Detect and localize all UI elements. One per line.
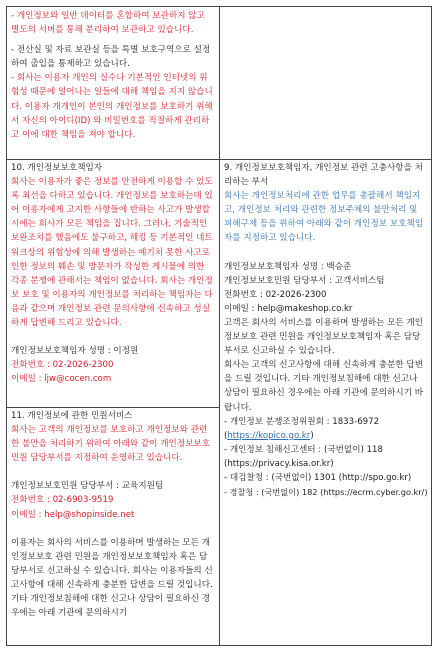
section-10-body: 회사는 이용자가 좋은 정보를 안전하게 이용할 수 있도록 최선을 다하고 있습니다. 개인정보를 보호하는데 있어 이용자에게 고지한 사항들에 반하는 사고가 발생할 시에는 회사가 모든 책임을 집니다. 그러나, 기술적인 보완조치를 했음에도 불구하고, 해킹 등 기본적인 네트워크상의 위험성에 의해 발생하는 예기치 못한 사고로 인한 정보의 훼손 및 방문자가 작성한 게시물에 의한 각종 분쟁에 관해서는 책임이 없습니다. 회사는 개인정보 보호 및 이용자의 개인정보를 처리하는 책임자는 다음과 같으며 개인정보 관련 문의사항에 신속하고 성실하게 답변해 드리고 있습니다.: [11, 177, 213, 329]
user-responsibility-text: - 회사는 이용자 개인의 실수나 기본적인 인터넷의 위험성 때문에 일어나는 일들에 대해 책임을 지지 않습니다. 이용자 개개인이 본인의 개인정보를 보호하기 위해서 자신의 아이디(ID) 와 비밀번호를 적절하게 관리하고 이에 대한 책임을 져야 합니다.: [11, 73, 213, 140]
officer-name-text: 개인정보보호책임자 성명 : 백승준: [224, 261, 352, 272]
officer-name-row: [224, 260, 428, 274]
left-top-cell: [7, 9, 219, 159]
left-divider-2: [7, 407, 219, 408]
left-bottom-cell: [7, 409, 219, 645]
org2-label: - 개인정보 침해신고센터 : (국번없이) 118: [224, 444, 383, 455]
section-9-blue-body: 회사는 개인정보처리에 관한 업무를 총괄해서 책임지고, 개인정보 처리와 관련한 정보주체의 불만처리 및 피해구제 등을 위하여 아래와 같이 개인정보 보호책임자를 지정하고 있습니다.: [224, 191, 424, 244]
right-cell: [220, 161, 432, 641]
officer-phone-row: 전화번호 : 02-2026-2300: [224, 289, 327, 300]
section-11-body: 회사는 고객의 개인정보를 보호하고 개인정보와 관련한 불만을 처리하기 위하여 아래와 같이 개인정보보호민원 담당부서를 지정하여 운영하고 있습니다.: [11, 425, 211, 464]
privacy-officer-name: 개인정보보호책임자 성명 : 이정원: [11, 346, 139, 357]
org3-row[interactable]: - 대검찰청 : (국번없이) 1301 (http://spo.go.kr): [224, 472, 412, 483]
complaint-dept-row: 개인정보보호민원 담당부서 : 교육지원팀: [11, 481, 164, 492]
policy-table: [6, 6, 432, 646]
separate-storage-text: - 개인정보와 일반 데이터를 혼합하여 보관하지 않고 별도의 서버를 통해 분리하여 보관하고 있습니다.: [11, 11, 205, 36]
org1-label: - 개인정보 분쟁조정위원회 : 1833-6972: [224, 416, 380, 427]
officer-email-row[interactable]: 이메일 : help@makeshop.co.kr: [224, 303, 353, 314]
right-divider: [220, 159, 432, 160]
complaint-tail-text: 이용자는 회사의 서비스를 이용하며 발생하는 모든 개인정보보호 관련 민원을 개인정보보호책임자 혹은 담당부서로 신고하실 수 있습니다. 회사는 이용자들의 신고사항에 대해 신속하게 충분한 답변을 드릴 것입니다. 기타 개인정보침해에 대한 신고나 상담이 필요하신 경우에는 아래 기관에 문의하시기: [11, 537, 213, 619]
officer-dept-row: 개인정보보호민원 담당부서 : 고객서비스팀: [224, 275, 385, 286]
org1-link-row: (https://kopico.go.kr): [224, 430, 314, 441]
left-middle-cell: [7, 161, 219, 401]
left-divider-1: [7, 159, 219, 160]
complaint-email-row[interactable]: 이메일 : help@shopinside.net: [11, 509, 135, 520]
complaint-phone-row: 전화번호 : 02-6903-9519: [11, 495, 114, 506]
restricted-area-text: - 전산실 및 자료 보관실 등을 특별 보호구역으로 설정하여 출입을 통제하고 있습니다.: [11, 45, 211, 70]
org1-link[interactable]: https://kopico.go.kr: [227, 430, 311, 441]
privacy-officer-email[interactable]: 이메일 : ljw@cocen.com: [11, 374, 112, 385]
section-9-heading: 9. 개인정보보호책임자, 개인정보 관련 고충사항을 처리하는 부서: [224, 163, 423, 188]
org2-link[interactable]: (https://privacy.kisa.or.kr): [224, 458, 334, 469]
org4-row[interactable]: - 경찰청 : (국번없이) 182 (https://ecrm.cyber.go.kr/): [224, 487, 428, 498]
section-10-heading: 10. 개인정보보호책임자: [11, 163, 103, 173]
report-info-text: 고객은 회사의 서비스를 이용하며 발생하는 모든 개인정보보호 관련 민원을 개인정보보호책임자 혹은 담당부서로 신고하실 수 있습니다.: [224, 317, 424, 357]
response-info-text: 회사는 고객의 신고사항에 대해 신속하게 충분한 답변을 드릴 것입니다. 기타 개인정보침해에 대한 신고나 상담이 필요하신 경우에는 아래 기관에 문의하시기 바랍니다.: [224, 360, 424, 413]
section-11-heading: 11. 개인정보에 관한 민원서비스: [11, 411, 133, 421]
privacy-officer-phone: 전화번호 : 02-2026-2300: [11, 360, 114, 371]
